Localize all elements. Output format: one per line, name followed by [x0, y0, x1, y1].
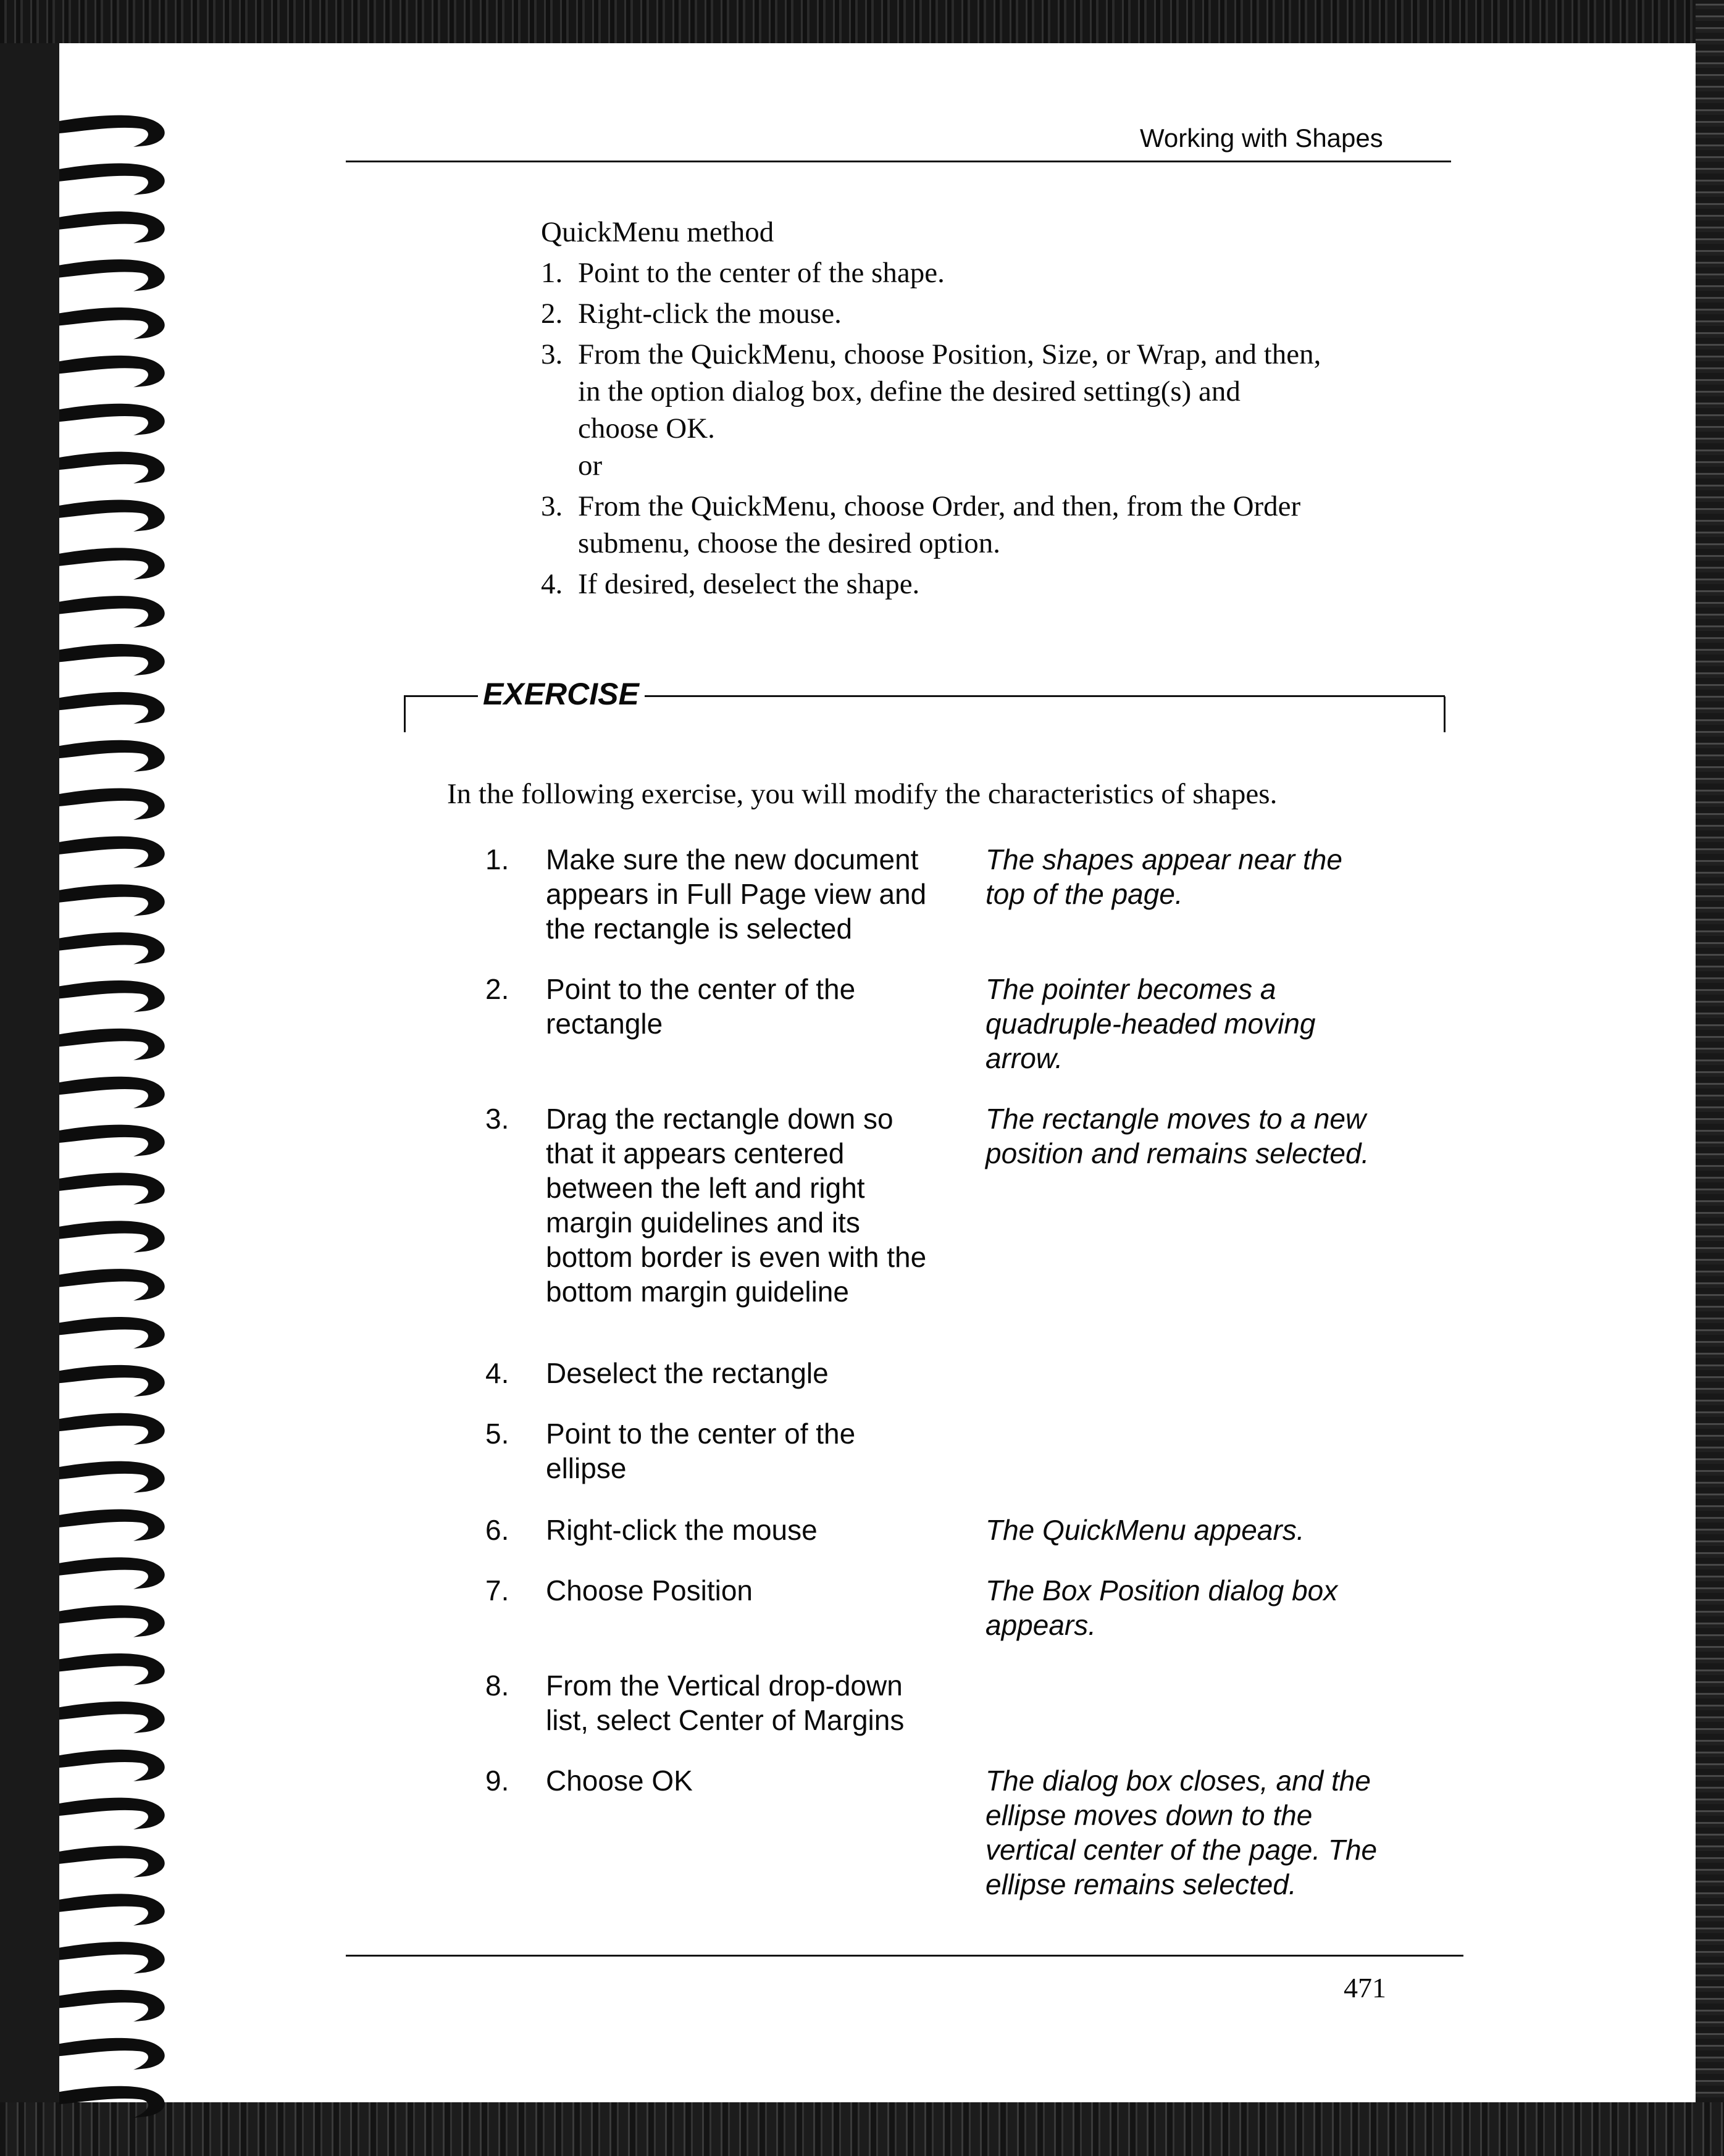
spiral-coil [59, 692, 165, 724]
exercise-step-action: rectangle [546, 1008, 663, 1040]
footer-rule [346, 1955, 1463, 1957]
spiral-coil [59, 115, 165, 147]
exercise-step-action: From the Vertical drop-down [546, 1669, 903, 1702]
exercise-step-action: Drag the rectangle down so [546, 1103, 893, 1135]
exercise-step-number: 2. [485, 973, 509, 1005]
quickmenu-step-number: 3. [541, 338, 563, 370]
spiral-coil [59, 2086, 165, 2118]
exercise-step-result: vertical center of the page. The [985, 1834, 1378, 1866]
exercise-step-result: The dialog box closes, and the [985, 1765, 1371, 1797]
exercise-step-action: bottom margin guideline [546, 1276, 849, 1308]
spiral-coil [59, 1172, 165, 1204]
spiral-coil [59, 452, 165, 483]
quickmenu-step-text: Point to the center of the shape. [578, 257, 945, 289]
exercise-step-number: 1. [485, 843, 509, 875]
exercise-frame-top-right [645, 695, 1445, 697]
quickmenu-step-number: 4. [541, 568, 563, 600]
exercise-step-result: The shapes appear near the [985, 843, 1342, 875]
exercise-step-action: Choose OK [546, 1765, 693, 1797]
exercise-step-result: position and remains selected. [985, 1137, 1370, 1169]
exercise-intro: In the following exercise, you will modify the characteristics of shapes. [447, 778, 1278, 810]
exercise-step-action: margin guidelines and its [546, 1206, 860, 1239]
spiral-coil [59, 1461, 165, 1493]
spiral-coil [59, 596, 165, 627]
quickmenu-heading: QuickMenu method [541, 216, 774, 248]
spiral-coil [59, 740, 165, 772]
exercise-step-action: Choose Position [546, 1574, 753, 1607]
scan-border-right [1696, 0, 1724, 2156]
exercise-step-action: Deselect the rectangle [546, 1357, 829, 1389]
exercise-step-action: ellipse [546, 1452, 627, 1484]
spiral-coil [59, 980, 165, 1012]
spiral-coil [59, 499, 165, 531]
spiral-coil [59, 1653, 165, 1685]
spiral-coil [59, 1413, 165, 1445]
spiral-coil [59, 1798, 165, 1829]
exercise-step-number: 9. [485, 1765, 509, 1797]
exercise-frame-right [1444, 696, 1446, 732]
exercise-frame-left [404, 696, 406, 732]
spiral-coil [59, 2038, 165, 2070]
exercise-step-action: between the left and right [546, 1172, 865, 1204]
exercise-title: EXERCISE [483, 677, 639, 711]
spiral-coil [59, 1029, 165, 1060]
exercise-step-result: ellipse moves down to the [985, 1799, 1313, 1831]
quickmenu-step-text: From the QuickMenu, choose Position, Size, or Wrap, and then, [578, 338, 1321, 370]
spiral-coil [59, 1317, 165, 1348]
spiral-coil [59, 1845, 165, 1877]
exercise-step-result: The Box Position dialog box [985, 1574, 1338, 1607]
exercise-step-action: Right-click the mouse [546, 1514, 818, 1546]
quickmenu-step-text: If desired, deselect the shape. [578, 568, 920, 600]
exercise-step-result: The rectangle moves to a new [985, 1103, 1366, 1135]
spiral-coil [59, 1990, 165, 2021]
exercise-step-result: ellipse remains selected. [985, 1868, 1297, 1900]
spiral-coil [59, 259, 165, 291]
header-rule [346, 161, 1451, 162]
quickmenu-step-text: submenu, choose the desired option. [578, 527, 1000, 559]
page-number: 471 [1344, 1972, 1386, 2003]
spiral-coil [59, 1077, 165, 1108]
quickmenu-step-text: in the option dialog box, define the desired setting(s) and [578, 375, 1241, 407]
exercise-step-action: list, select Center of Margins [546, 1704, 905, 1736]
exercise-step-action: appears in Full Page view and [546, 878, 927, 910]
spiral-coil [59, 1702, 165, 1733]
spiral-coil [59, 1125, 165, 1156]
spiral-coil [59, 1942, 165, 1973]
spiral-coil [59, 211, 165, 243]
exercise-step-action: that it appears centered [546, 1137, 845, 1169]
spiral-coil [59, 1605, 165, 1637]
spiral-coil [59, 836, 165, 867]
quickmenu-step-number: 3. [541, 490, 563, 522]
spiral-binding-icon [59, 105, 177, 2124]
exercise-step-action: bottom border is even with the [546, 1241, 927, 1273]
spiral-coil [59, 1894, 165, 1925]
spiral-coil [59, 788, 165, 820]
exercise-step-result: appears. [985, 1609, 1097, 1641]
spiral-coil [59, 1557, 165, 1589]
quickmenu-step-number: 1. [541, 257, 563, 289]
exercise-step-result: arrow. [985, 1042, 1063, 1074]
quickmenu-or-text: or [578, 449, 603, 482]
spiral-coil [59, 1269, 165, 1300]
quickmenu-step-text: choose OK. [578, 412, 715, 445]
exercise-step-result: The QuickMenu appears. [985, 1514, 1305, 1546]
spiral-coil [59, 307, 165, 339]
exercise-step-action: the rectangle is selected [546, 913, 853, 945]
running-header: Working with Shapes [1140, 123, 1383, 153]
quickmenu-step-text: From the QuickMenu, choose Order, and then, from the Order [578, 490, 1301, 522]
exercise-step-number: 5. [485, 1418, 509, 1450]
exercise-step-result: The pointer becomes a [985, 973, 1276, 1005]
spiral-coil [59, 356, 165, 387]
spiral-coil [59, 932, 165, 964]
scan-border-bottom [0, 2102, 1724, 2156]
spiral-coil [59, 884, 165, 916]
scan-border-top [0, 0, 1724, 43]
spiral-coil [59, 1221, 165, 1252]
quickmenu-step-number: 2. [541, 298, 563, 330]
exercise-step-number: 7. [485, 1574, 509, 1607]
exercise-step-action: Point to the center of the [546, 973, 856, 1005]
quickmenu-step-text: Right-click the mouse. [578, 298, 842, 330]
exercise-step-action: Make sure the new document [546, 843, 919, 875]
exercise-frame-top-left [404, 695, 478, 697]
spiral-coil [59, 548, 165, 579]
book-page [59, 43, 1696, 2102]
exercise-step-number: 4. [485, 1357, 509, 1389]
spiral-coil [59, 1750, 165, 1781]
exercise-step-number: 3. [485, 1103, 509, 1135]
exercise-step-number: 8. [485, 1669, 509, 1702]
spiral-coil [59, 404, 165, 435]
spiral-coil [59, 644, 165, 675]
exercise-step-action: Point to the center of the [546, 1418, 856, 1450]
spiral-coil [59, 163, 165, 194]
exercise-step-result: top of the page. [985, 878, 1183, 910]
exercise-step-number: 6. [485, 1514, 509, 1546]
spiral-coil [59, 1365, 165, 1397]
spiral-coil [59, 1509, 165, 1540]
exercise-step-result: quadruple-headed moving [985, 1008, 1316, 1040]
